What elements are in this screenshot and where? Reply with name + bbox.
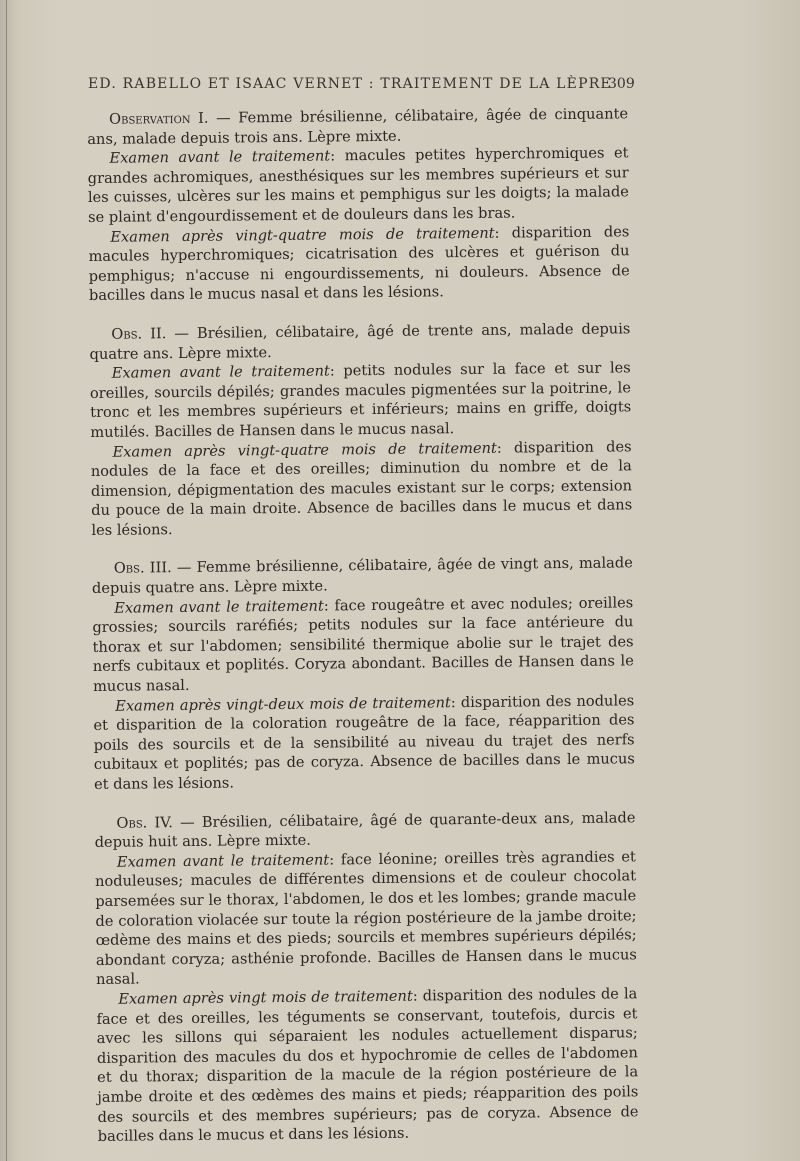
- observation-intro-text: — Brésilien, célibataire, âgé de quarante-deux ans, malade depuis huit ans. Lèpre mixte.: [94, 808, 636, 852]
- exam-after-label: Examen après vingt-quatre mois de traitement: [110, 224, 495, 246]
- exam-before: [87, 144, 629, 228]
- exam-before-text: : face rougeâtre et avec nodules; oreilles grossies; sourcils raréfiés; petits nodules sur la face antérieure du thorax et sur l'abdomen; sensibilité thermique abolie sur le trajet des nerfs cubitaux et poplités. Coryza abondant. Bacilles de Hansen dans le mucus nasal.: [92, 593, 634, 695]
- exam-after-label: Examen après vingt-deux mois de traitement: [115, 693, 451, 715]
- observation-2: [89, 319, 632, 540]
- observation-3: [92, 554, 635, 795]
- observation-intro: [94, 808, 635, 853]
- observation-intro: [92, 554, 633, 599]
- observation-label: Obs. II.: [111, 325, 167, 343]
- observation-intro: [87, 104, 628, 149]
- exam-before-text: : petits nodules sur la face et sur les oreilles, sourcils dépilés; grandes macules pigmentées sur la poitrine, le tronc et les membres supérieurs et inférieurs; mains en griffe, doigts mutilés. Bacilles de Hansen dans le mucus nasal.: [89, 359, 632, 441]
- exam-before-label: Examen avant le traitement: [116, 851, 330, 871]
- observation-label: Obs. III.: [113, 559, 172, 578]
- exam-before-label: Examen avant le traitement: [114, 597, 324, 617]
- exam-after: [90, 437, 632, 541]
- exam-before-text: : face léonine; oreilles très agrandies et noduleuses; macules de différentes dimensions et de couleur chocolat parsemées sur le thorax, l'abdomen, le dos et les lombes; grande macule de coloration violacée sur toute la région postérieure de la jambe droite; œdème des mains et des pieds; sourcils et membres supérieurs dépilés; abondant coryza; asthénie profonde. Bacilles de Hansen dans le mucus nasal.: [94, 848, 637, 989]
- exam-before: [92, 593, 634, 697]
- exam-before-label: Examen avant le traitement: [111, 362, 330, 382]
- binding-edge: [6, 0, 7, 1161]
- exam-before: [95, 847, 637, 990]
- exam-after-label: Examen après vingt mois de traitement: [118, 987, 413, 1008]
- observation-intro: [89, 319, 630, 364]
- observation-intro-text: — Brésilien, célibataire, âgé de trente ans, malade depuis quatre ans. Lèpre mixte.: [89, 320, 631, 363]
- observation-label: Obs. IV.: [116, 813, 173, 832]
- exam-before-text: : macules petites hyperchromiques et grandes achromiques, anesthésiques sur les membres supérieurs et sur les cuisses, ulcères sur les mains et pemphigus sur les doigts; la malade se plaint d'engourdissement et de douleurs dans les bras.: [87, 144, 629, 226]
- exam-after: [88, 222, 630, 306]
- exam-before-label: Examen avant le traitement: [109, 147, 331, 167]
- running-head: ED. RABELLO ET ISAAC VERNET : TRAITEMENT DE LA LÈPRE: [88, 76, 612, 92]
- article-body: [87, 104, 639, 1146]
- exam-after: [93, 691, 635, 795]
- observation-1: [87, 104, 630, 306]
- observation-intro-text: — Femme brésilienne, célibataire, âgée de cinquante ans, malade depuis trois ans. Lèpre mixte.: [87, 105, 629, 148]
- exam-before: [90, 358, 632, 442]
- observation-4: [94, 808, 638, 1147]
- page-number: 309: [608, 76, 635, 92]
- observation-label: Observation I.: [109, 109, 209, 128]
- exam-after-label: Examen après vingt-quatre mois de traitement: [112, 439, 497, 461]
- exam-after: [96, 984, 639, 1146]
- exam-after-text: : disparition des nodules de la face et des oreilles, les téguments se conservant, toutefois, durcis et avec les sillons qui séparaient les nodules actuellement disparus; disparition des macules du dos et hypochromie de celles de l'abdomen et du thorax; disparition de la macule de la région postérieure de la jambe droite et des œdèmes des mains et pieds; réapparition des poils des sourcils et des membres supérieurs; pas de coryza. Absence de bacilles dans le mucus et dans les lésions.: [96, 985, 639, 1146]
- exam-after-text: : disparition des nodules de la face et des oreilles; diminution du nombre et de la dimension, dépigmentation des macules existant sur le corps; extension du pouce de la main droite. Absence de bacilles dans le mucus et dans les lésions.: [90, 437, 633, 539]
- exam-after-text: : disparition des nodules et disparition de la coloration rougeâtre de la face, réapparition des poils des sourcils et de la sensibilité au niveau du trajet des nerfs cubitaux et poplités; pas de coryza. Absence de bacilles dans le mucus et dans les lésions.: [93, 691, 635, 793]
- exam-after-text: : disparition des macules hyperchromiques; cicatrisation des ulcères et guérison du pemphigus; n'accuse ni engourdissements, ni douleurs. Absence de bacilles dans le mucus nasal et dans les lésions.: [88, 222, 630, 305]
- observation-intro-text: — Femme brésilienne, célibataire, âgée de vingt ans, malade depuis quatre ans. Lèpre mixte.: [91, 554, 633, 598]
